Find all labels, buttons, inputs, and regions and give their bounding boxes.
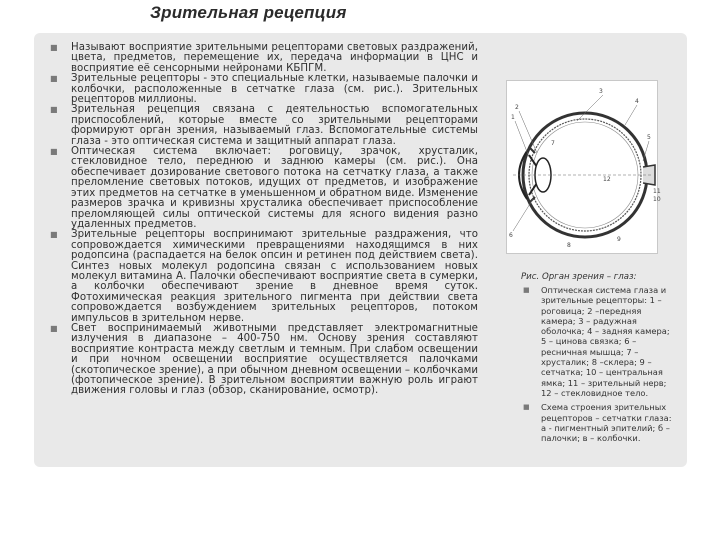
bullet-icon: ■ [50,230,58,240]
figure-label: 6 [509,232,513,239]
bullet-icon: ■ [50,74,58,84]
figure-label: 1 [511,114,515,121]
figure-notes-list [523,285,675,443]
figure-label: 12 [603,176,611,183]
list-item: ■ Называют восприятие зрительными рецепторами световых раздражений, цвета, предметов, перемещение их, передача информации в ЦНС и восприятие её сенсорными нейронами КБПГМ. [50,42,478,74]
bullet-icon: ■ [50,43,58,52]
figure-label: 5 [647,134,651,141]
main-bullet-list [50,42,478,397]
bullet-icon: ■ [50,147,58,157]
eye-cross-section-icon [507,81,661,253]
figure-label: 7 [551,140,555,147]
list-item: ■ Зрительные рецепторы - это специальные клетки, называемые палочки и колбочки, расположенные в сетчатке глаза (см. рис.). Зрительных рецепторов миллионы. [50,73,478,106]
figure-label: 11 [653,188,661,195]
list-item: ■ Зрительная рецепция связана с деятельностью вспомогательных приспособлений, которые вместе со зрительными рецепторами формируют орган зрения, называемый глаз. Вспомогательные системы глаза - это оптическая система и защитный аппарат глаза. [50,104,478,147]
figure-label: 3 [599,88,603,95]
bullet-icon: ■ [523,403,530,412]
bullet-icon: ■ [50,105,58,115]
list-item: ■ Схема строения зрительных рецепторов – сетчатки глаза: а - пигментный эпителий; б –палочки; в – колбочки. [523,402,672,444]
figure-label: 9 [617,236,621,243]
slide-title: Зрительная рецепция [150,3,347,22]
list-item: ■ Оптическая система глаза и зрительные рецепторы: 1 –роговица; 2 –передняя камера; 3 – радужная оболочка; 4 – задняя камера; 5 – цинова связка; 6 – ресничная мышца; 7 – хрусталик; 8 –склера; 9 –сетчатка; 10 – центральная ямка; 11 – зрительный нерв; 12 – стекловидное тело. [523,285,670,398]
figure-caption: Рис. Орган зрения – глаз: [521,272,637,282]
bullet-icon: ■ [523,286,530,294]
figure-label: 10 [653,196,661,203]
list-item: ■ Свет воспринимаемый животными представляет электромагнитные излучения в диапазоне – 400-750 нм. Основу зрения составляют восприятие контраста между светлым и темным. При слабом освещении и при ночном освещении восприятие осуществляется палочками (скотопическое зрение), а при обычном дневном освещении – колбочками (фотопическое зрение). В зрительном восприятии важную роль играют движения головы и глаз (обзор, сканирование, осмотр). [50,322,478,397]
bullet-icon: ■ [50,323,58,333]
figure-label: 4 [635,98,639,105]
eye-diagram [506,80,661,254]
figure-label: 2 [515,104,519,111]
list-item: ■ Оптическая система включает: роговицу, зрачок, хрусталик, стекловидное тело, переднюю и заднюю камеры (см. рис.). Она обеспечивает дозирование светового потока на сетчатку глаза, а также преломление световых потоков, идущих от предметов, и изображение этих предметов на сетчатке в уменьшенном и обратном виде. Изменение размеров зрачка и кривизны хрусталика обеспечивает приспособление преломляющей силы оптической системы для ясного видения разно удаленных предметов. [50,146,478,230]
figure-label: 8 [567,242,571,249]
list-item: ■ Зрительные рецепторы воспринимают зрительные раздражения, что сопровождается химическими превращениями находящимся в них родопсина (распадается на белок опсин и ретинен под действием света). Синтез новых молекул родопсина связан с использованием новых молекул витамина А. Палочки обеспечивают восприятие света в сумерки, а колбочки обеспечивают зрение в дневное время суток. Фотохимическая реакция зрительного пигмента при действии света сопровождается возбуждением зрительных рецепторов, потоком импульсов в зрительном нерве. [50,229,478,324]
